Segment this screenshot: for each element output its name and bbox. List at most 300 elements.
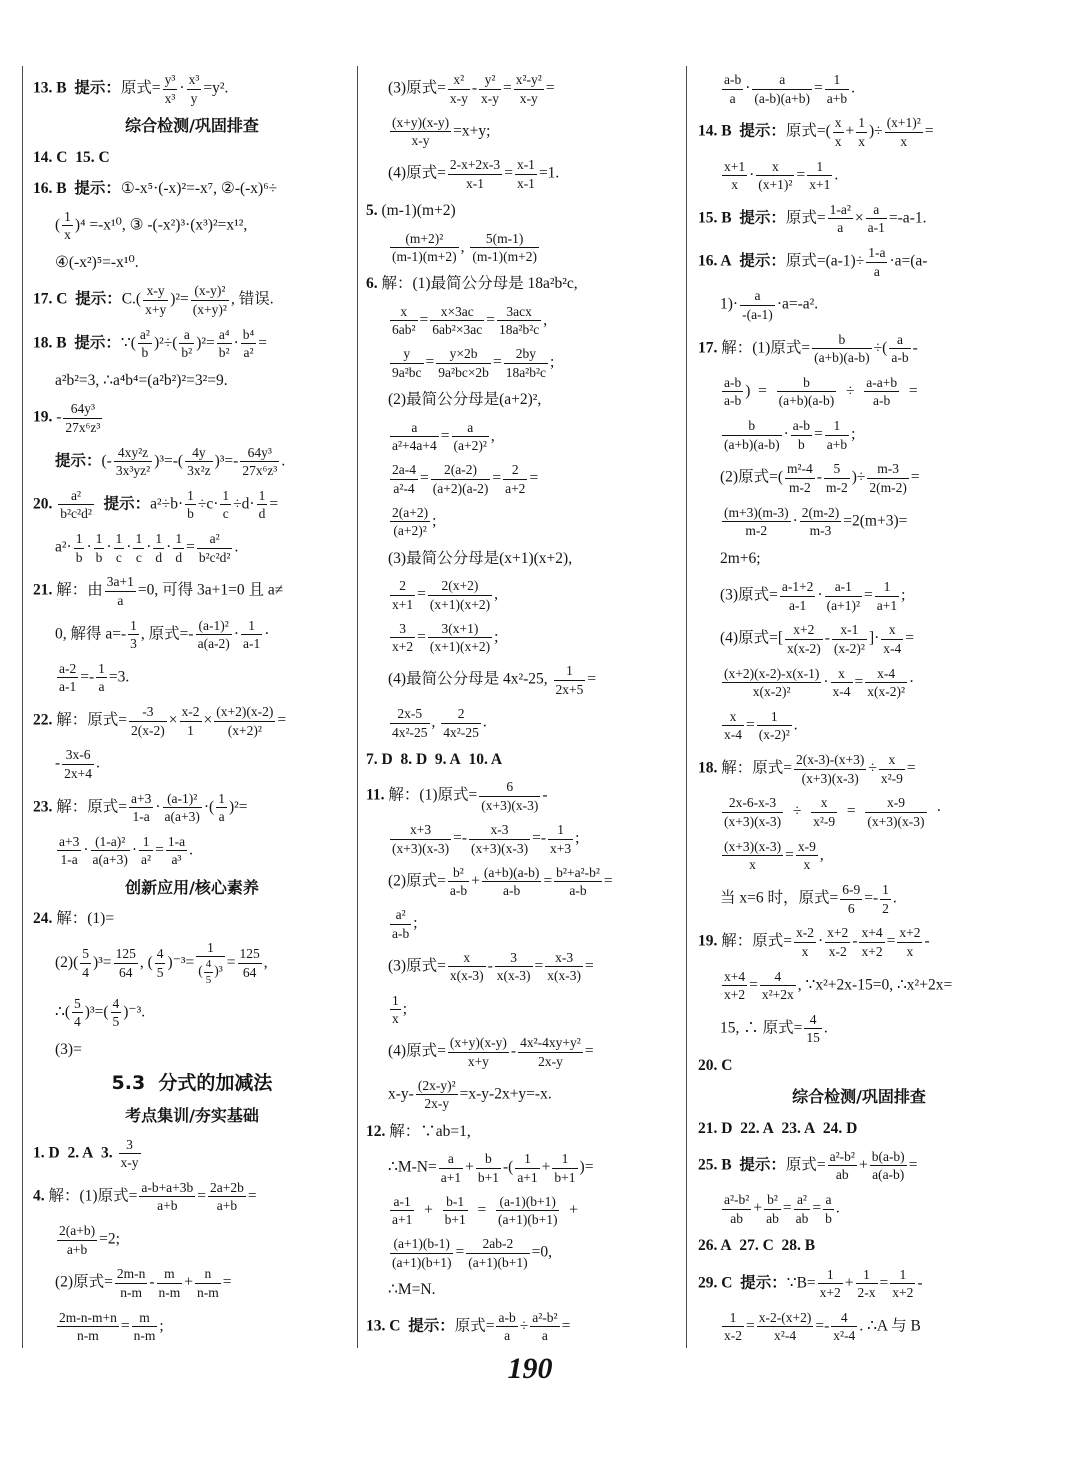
- continuation-line: [698, 969, 1020, 1003]
- denominator: n-m: [158, 1284, 181, 1300]
- text-run: ∴M=N.: [388, 1281, 436, 1299]
- text-run: 15, ∴ 原式=: [720, 1019, 803, 1037]
- denominator: x²-4: [833, 1328, 856, 1344]
- continuation-line: [366, 578, 682, 612]
- fraction: [443, 1194, 468, 1228]
- continuation-line: [33, 1310, 351, 1344]
- denominator: a-1: [242, 636, 261, 652]
- continuation-line: [366, 389, 682, 411]
- denominator: x+y: [448, 1052, 509, 1070]
- denominator: 2(x-2): [131, 722, 165, 738]
- answer-line: [33, 147, 351, 169]
- text-run: .: [823, 1019, 828, 1037]
- denominator: (x-2)²: [758, 727, 790, 743]
- bold-label: 提示：: [739, 1156, 786, 1174]
- bold-label: 24.: [33, 910, 53, 928]
- text-run: =: [814, 425, 823, 443]
- text-run: =: [155, 841, 164, 859]
- text-run: ·: [179, 79, 185, 97]
- text-run: =y².: [203, 79, 229, 97]
- text-run: -: [52, 408, 62, 426]
- text-run: +: [416, 1201, 441, 1219]
- fraction: [390, 1194, 414, 1228]
- text-run: .: [96, 754, 100, 772]
- text-run: (4)最简公分母是 4x²-25,: [388, 671, 552, 689]
- text-run: )²=: [170, 291, 189, 309]
- denominator: a+b: [139, 1196, 195, 1214]
- continuation-line: [698, 505, 1020, 539]
- bold-label: 24. D: [822, 1119, 858, 1137]
- text-run: a²÷b·: [150, 495, 184, 513]
- text-run: .: [834, 166, 839, 184]
- text-run: =: [492, 469, 502, 487]
- denominator: a³: [166, 850, 187, 868]
- text-run: [93, 1144, 101, 1161]
- answer-line: [33, 488, 351, 522]
- denominator: b+1: [444, 1212, 466, 1228]
- numerator: 1: [833, 72, 841, 87]
- text-run: ·: [83, 841, 89, 859]
- text-run: =-: [864, 889, 879, 907]
- fraction: [80, 946, 91, 980]
- denominator: x: [722, 855, 783, 873]
- text-run: 解：原式=: [52, 711, 127, 729]
- numerator: 2ab-2: [482, 1236, 514, 1252]
- denominator: a-b: [482, 881, 542, 899]
- text-run: ·: [928, 803, 942, 821]
- denominator: x-4: [832, 684, 851, 700]
- fraction: [470, 231, 539, 265]
- text-run: )²÷(: [153, 334, 178, 352]
- denominator: c: [220, 504, 231, 522]
- text-run: , 原式=-: [140, 625, 194, 643]
- fraction: [479, 72, 501, 106]
- text-run: =: [226, 953, 236, 971]
- denominator: x+2: [892, 1285, 914, 1301]
- denominator: x-1: [516, 175, 535, 191]
- fraction: [865, 666, 907, 700]
- numerator: 4xy²z: [117, 444, 149, 460]
- text-run: =: [812, 1199, 822, 1217]
- numerator: 2x-5: [397, 706, 423, 722]
- fraction: [807, 159, 832, 193]
- denominator: x: [796, 855, 818, 873]
- continuation-line: [698, 72, 1020, 106]
- numerator: 2a+2b: [210, 1179, 244, 1195]
- text-run: =: [886, 932, 896, 950]
- text-run: ×: [168, 711, 178, 729]
- bold-label: 18.: [698, 759, 718, 777]
- text-run: .: [234, 538, 239, 556]
- continuation-line: [366, 993, 682, 1027]
- denominator: 4: [74, 1014, 81, 1030]
- denominator: 3: [130, 636, 137, 652]
- denominator: (m-1)(m+2): [392, 249, 457, 265]
- numerator: a: [754, 288, 761, 304]
- numerator: x-9: [797, 838, 816, 854]
- denominator: b: [75, 549, 83, 565]
- text-run: (2)原式=: [55, 1274, 113, 1291]
- continuation-line: [698, 288, 1020, 322]
- numerator: b²: [453, 864, 464, 880]
- denominator: x(x-2): [786, 640, 821, 656]
- continuation-line: [33, 940, 351, 987]
- continuation-line: [366, 304, 682, 338]
- text-run: -: [471, 79, 477, 97]
- numerator: 4: [205, 958, 212, 971]
- numerator: 2(x-3)-(x+3): [796, 752, 865, 768]
- column-divider: [357, 66, 358, 1348]
- denominator: (a+b)(a-b): [778, 393, 835, 409]
- fraction: [220, 488, 231, 522]
- numerator: 1: [135, 531, 143, 547]
- denominator: b+1: [554, 1169, 576, 1185]
- numerator: x: [888, 622, 896, 638]
- fraction: [204, 958, 214, 986]
- numerator: x: [463, 949, 471, 965]
- fraction: [722, 72, 743, 106]
- numerator: 4: [809, 1011, 817, 1027]
- denominator: a: [722, 89, 743, 107]
- text-run: ·: [155, 798, 161, 816]
- denominator: a: [828, 218, 853, 236]
- text-run: +: [753, 1199, 763, 1217]
- text-run: 解：由: [52, 581, 103, 599]
- denominator: a-b: [392, 925, 410, 941]
- numerator: 1-a²: [829, 201, 851, 217]
- denominator: x-2: [724, 1328, 742, 1344]
- denominator: (a+1)(b+1): [468, 1254, 528, 1270]
- continuation-line: [33, 1266, 351, 1300]
- numerator: a+3: [131, 790, 152, 806]
- fraction: [139, 1180, 195, 1214]
- bold-label: 22. A: [740, 1119, 774, 1137]
- denominator: x: [392, 1011, 399, 1027]
- answer-line: [366, 200, 682, 222]
- denominator: m-3: [800, 521, 842, 539]
- text-run: ,: [490, 427, 495, 445]
- continuation-line: [366, 505, 682, 539]
- fraction: [866, 202, 887, 236]
- fraction: [416, 1078, 458, 1112]
- fraction: [390, 907, 411, 941]
- denominator: ab: [795, 1210, 809, 1226]
- text-run: ·: [783, 425, 789, 443]
- answer-line: [698, 245, 1020, 279]
- answer-line: [366, 1121, 682, 1143]
- fraction: [439, 1151, 463, 1185]
- text-run: .: [892, 889, 897, 907]
- denominator: x+2: [392, 639, 414, 655]
- answer-line: [33, 327, 351, 361]
- text-run: 解：(1)原式=: [717, 339, 811, 357]
- answer-line: [366, 749, 682, 771]
- bold-label: 提示：: [739, 252, 786, 270]
- fraction: [780, 579, 816, 613]
- fraction: [157, 1266, 183, 1300]
- text-run: -(: [502, 1158, 514, 1176]
- fraction: [825, 925, 850, 959]
- denominator: x-y: [120, 1155, 139, 1171]
- bold-label: 提示：: [55, 452, 102, 470]
- numerator: 2m-n-m+n: [59, 1309, 117, 1325]
- text-run: ,: [543, 311, 548, 329]
- text-run: =: [854, 673, 864, 691]
- text-run: 解：原式=: [717, 759, 792, 777]
- bold-label: 1. D: [33, 1144, 60, 1162]
- denominator: b: [95, 549, 103, 565]
- numerator: (a+b)(a-b): [483, 864, 540, 880]
- numerator: (x+2)(x-2): [216, 704, 274, 720]
- numerator: (a+1)(b-1): [393, 1236, 450, 1252]
- bold-label: 5.: [366, 201, 378, 219]
- text-run: ·a=-a².: [776, 295, 819, 313]
- fraction: [856, 115, 867, 149]
- text-run: ;: [901, 586, 906, 604]
- fraction: [441, 706, 481, 740]
- numerator: 6-9: [842, 882, 861, 898]
- numerator: b²: [767, 1192, 778, 1208]
- denominator: a(a+3): [164, 809, 200, 825]
- denominator: 1-a: [129, 807, 153, 825]
- text-run: =: [469, 1201, 494, 1219]
- bold-label: 19.: [33, 408, 53, 426]
- fraction: [812, 332, 872, 366]
- denominator: 2: [882, 900, 889, 916]
- continuation-line: [366, 663, 682, 697]
- denominator: d: [175, 549, 183, 565]
- numerator: 2m-n: [116, 1266, 146, 1282]
- text-run: )³=(: [84, 1003, 109, 1021]
- text-run: ·: [233, 625, 239, 643]
- bold-label: 29. C: [698, 1274, 733, 1292]
- fraction: [166, 834, 187, 868]
- text-run: =3.: [108, 668, 130, 686]
- fraction: [833, 115, 844, 149]
- bold-label: 21. D: [698, 1119, 733, 1137]
- text-run: ·a=(a-: [889, 252, 928, 270]
- fraction: [831, 1310, 857, 1344]
- text-run: ·: [233, 334, 239, 352]
- text-run: .: [793, 716, 798, 734]
- text-run: =: [492, 354, 502, 371]
- fraction: [63, 401, 102, 435]
- numerator: 1: [729, 1309, 737, 1325]
- text-run: +: [844, 1274, 854, 1292]
- fraction: [832, 622, 867, 656]
- fraction: [240, 445, 279, 479]
- denominator: 2-x: [857, 1285, 876, 1301]
- denominator: a+b: [57, 1240, 97, 1258]
- text-run: )²=: [228, 798, 248, 816]
- denominator: b: [187, 506, 194, 522]
- denominator: (x+3)(x-3): [471, 840, 529, 856]
- denominator: (x+3)(x-3): [392, 840, 450, 856]
- text-run: a²·: [55, 538, 72, 556]
- bold-label: 17. C: [33, 291, 68, 309]
- numerator: b(a-b): [871, 1148, 905, 1164]
- numerator: 1: [175, 531, 183, 547]
- fraction: [390, 304, 418, 338]
- text-run: )²=: [196, 334, 215, 352]
- fraction: [756, 159, 794, 193]
- answer-line: [698, 115, 1020, 149]
- numerator: y³: [164, 72, 176, 87]
- denominator: b+1: [477, 1169, 499, 1185]
- text-run: -: [816, 468, 822, 486]
- numerator: x: [820, 795, 828, 811]
- denominator: a-1: [867, 220, 885, 236]
- text-run: 解：原式=: [52, 798, 127, 816]
- bold-label: 16. A: [698, 252, 732, 270]
- numerator: x³: [188, 72, 200, 87]
- denominator: (m-1)(m+2): [472, 249, 537, 265]
- fraction: [185, 445, 213, 479]
- denominator: x³: [164, 90, 176, 106]
- fraction: [428, 621, 492, 655]
- text-run: (4)原式=: [388, 1042, 446, 1060]
- denominator: (x+3)(x-3): [481, 797, 539, 813]
- fraction: [390, 822, 451, 856]
- text-run: 原式=: [785, 1156, 826, 1174]
- numerator: 1: [566, 663, 573, 679]
- continuation-line: [366, 621, 682, 655]
- answer-column-2: [366, 72, 682, 1344]
- fraction: [114, 531, 125, 565]
- fraction: [390, 115, 451, 149]
- text-run: ÷c·: [197, 495, 219, 513]
- numerator: 1: [95, 531, 103, 547]
- fraction: [238, 946, 262, 980]
- fraction: [818, 1267, 843, 1301]
- fraction: [828, 202, 853, 236]
- text-run: [774, 1237, 782, 1254]
- answer-line: [33, 72, 351, 106]
- numerator: x-2: [796, 925, 814, 941]
- fraction: [430, 304, 484, 338]
- bold-label: 20. C: [698, 1057, 733, 1075]
- text-run: +: [465, 1158, 474, 1176]
- numerator: x²: [453, 72, 465, 87]
- fraction: [875, 579, 899, 613]
- numerator: 1: [64, 208, 71, 224]
- text-run: =: [440, 427, 450, 445]
- fraction: [722, 1310, 744, 1344]
- numerator: 1: [98, 660, 105, 676]
- text-run: =: [545, 79, 555, 97]
- answer-line: [366, 1310, 682, 1344]
- denominator: 64: [114, 963, 138, 981]
- fraction: [196, 618, 232, 652]
- bold-label: 11.: [366, 786, 385, 804]
- denominator: (a+2)(a-2): [432, 480, 489, 496]
- text-run: (3)最简公分母是(x+1)(x+2),: [388, 549, 573, 567]
- text-run: ·: [106, 538, 112, 556]
- bold-label: 23. A: [781, 1119, 816, 1137]
- numerator: 1-a: [868, 245, 886, 261]
- text-run: =x-y-2x+y=-x.: [459, 1085, 552, 1103]
- fraction: [825, 418, 849, 452]
- fraction: [390, 346, 424, 380]
- denominator: (a-b)(a+b): [754, 90, 810, 106]
- denominator: (x-2)²: [833, 640, 865, 656]
- numerator: x: [400, 303, 408, 319]
- continuation-line: [33, 1039, 351, 1061]
- bold-label: 17.: [698, 339, 718, 357]
- numerator: m: [139, 1309, 150, 1325]
- denominator: x: [834, 133, 842, 149]
- numerator: 3: [399, 620, 406, 636]
- text-run: [96, 495, 104, 512]
- denominator: 18a²b²c: [505, 364, 547, 380]
- numerator: a: [873, 201, 880, 217]
- numerator: x+2: [793, 622, 815, 638]
- fraction: [390, 1236, 453, 1270]
- fraction: [163, 791, 202, 825]
- fraction: [503, 462, 527, 496]
- answer-line: [366, 273, 682, 295]
- text-run: (2)(: [55, 953, 79, 971]
- fraction: [890, 1267, 915, 1301]
- fraction: [143, 283, 168, 317]
- fraction: [800, 505, 842, 539]
- continuation-line: [698, 622, 1020, 656]
- page-border-line: [22, 66, 23, 1348]
- denominator: a+b: [826, 436, 848, 452]
- fraction: [722, 795, 783, 829]
- text-run: =: [417, 628, 426, 646]
- text-run: [461, 751, 469, 768]
- numerator: 64y³: [247, 444, 272, 460]
- fraction: [880, 882, 891, 916]
- continuation-line: [33, 370, 351, 392]
- fraction: [448, 72, 470, 106]
- bold-label: 提示：: [74, 334, 121, 352]
- numerator: 1: [826, 1266, 834, 1282]
- bold-label: 19.: [698, 932, 718, 950]
- text-run: =: [839, 803, 864, 821]
- text-run: -: [912, 339, 918, 357]
- denominator: 3x²z: [187, 463, 211, 479]
- numerator: b⁴: [242, 326, 255, 342]
- fraction: [722, 159, 747, 193]
- text-run: ) =: [745, 382, 775, 400]
- denominator: x+y: [145, 301, 167, 317]
- fraction: [554, 865, 602, 899]
- denominator: (x+y)²: [192, 301, 227, 317]
- denominator: d: [155, 549, 163, 565]
- denominator: x+2: [861, 943, 883, 959]
- fraction: [390, 706, 430, 740]
- section-title: 5.3 分式的加减法: [111, 1072, 273, 1095]
- text-run: ,: [431, 713, 440, 731]
- denominator: (a+1)(b+1): [497, 1212, 558, 1228]
- bold-label: 提示：: [74, 179, 121, 197]
- denominator: c: [133, 548, 144, 566]
- numerator: (2x-y)²: [417, 1077, 456, 1093]
- text-run: ④(-x²)⁵=-x¹⁰.: [55, 254, 139, 272]
- text-run: =2(m+3)=: [843, 512, 908, 530]
- numerator: 5: [74, 995, 81, 1011]
- continuation-line: [366, 1078, 682, 1112]
- fraction: [197, 531, 233, 565]
- text-run: (4)原式=[: [720, 630, 783, 647]
- text-run: ;: [432, 512, 437, 530]
- fraction: [57, 1223, 97, 1257]
- fraction: [187, 72, 202, 106]
- fraction: [840, 882, 862, 916]
- text-run: =: [901, 382, 918, 400]
